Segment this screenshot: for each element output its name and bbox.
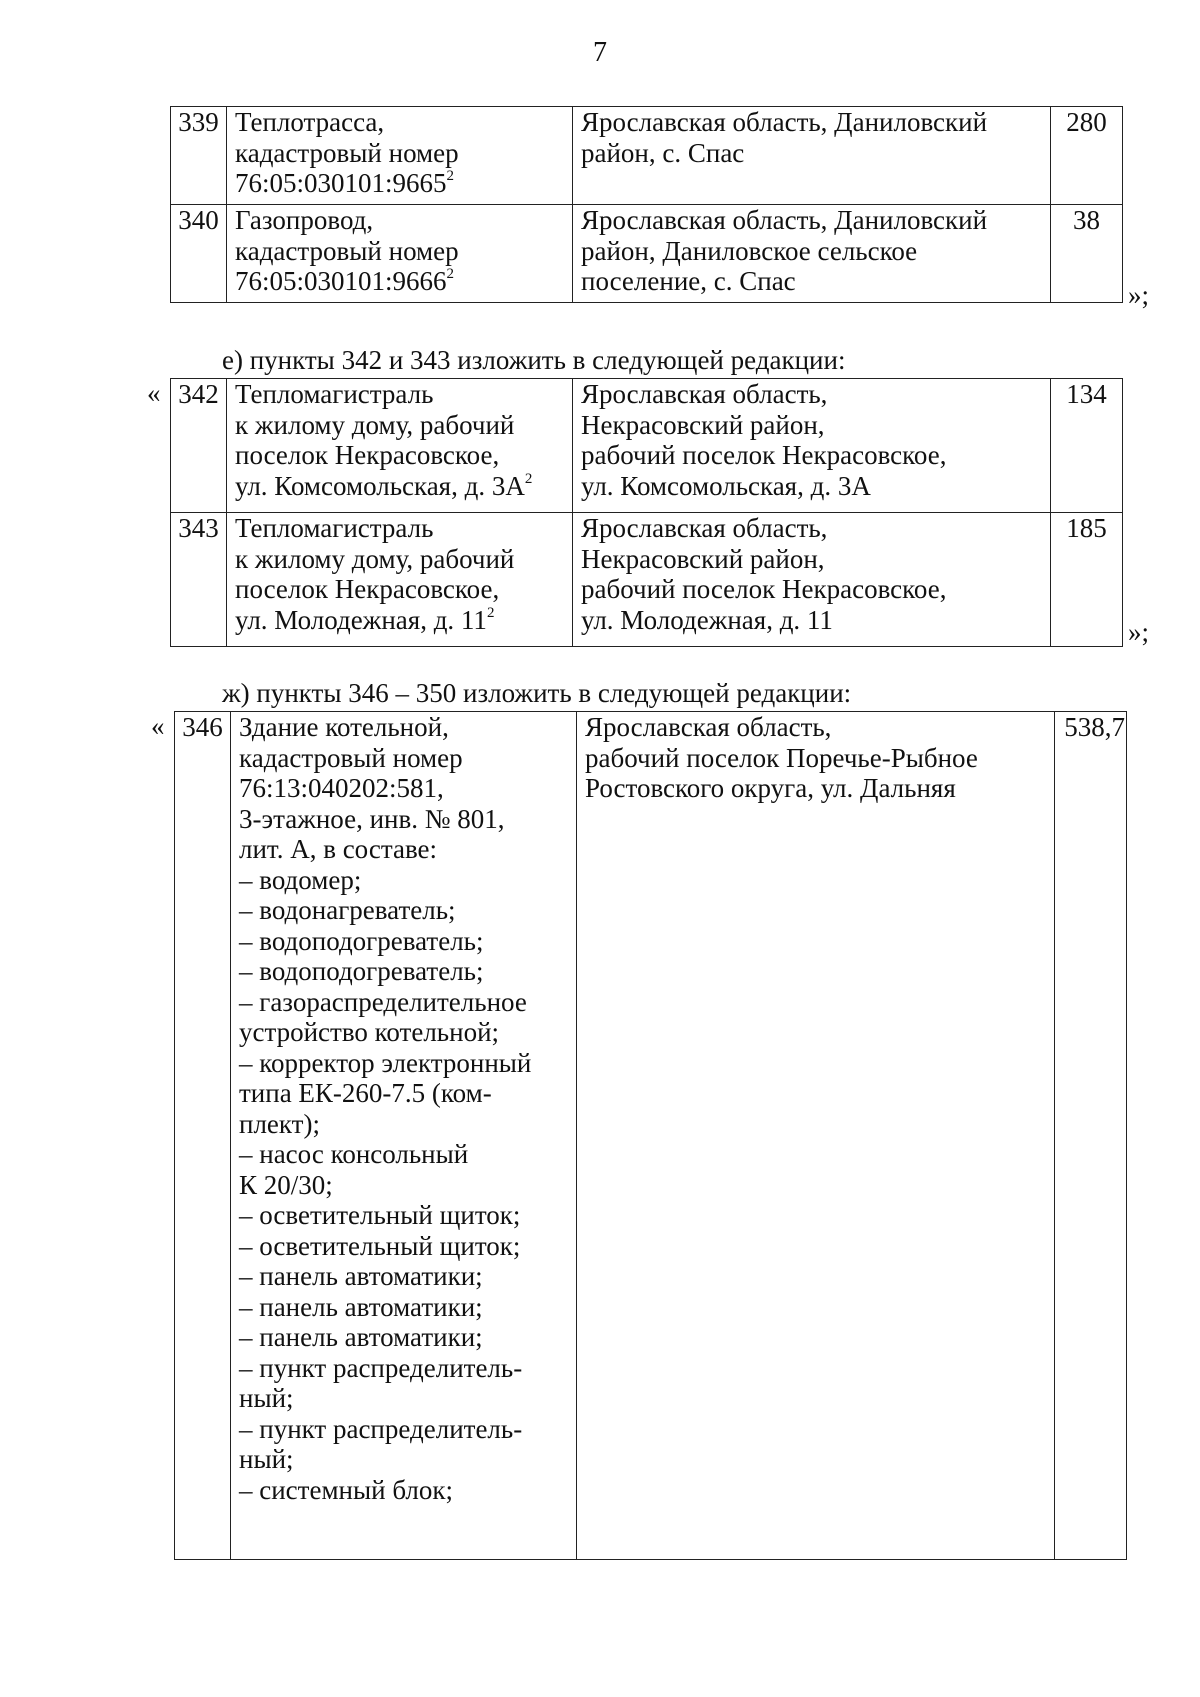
street-address: ул. Молодежная, д. 11 [235, 604, 487, 635]
name-line: кадастровый номер [235, 235, 459, 266]
street-address: ул. Комсомольская, д. 3А [235, 470, 525, 501]
component-item: – водоподогреватель; [239, 925, 484, 956]
component-item: – панель автоматики; [239, 1261, 483, 1291]
component-item: – пункт распределитель- [239, 1352, 523, 1383]
cadastral-number: 76:05:030101:9666 [235, 266, 447, 296]
footnote-mark: 2 [446, 266, 455, 282]
component-item: устройство котельной; [239, 1017, 500, 1047]
name-line: лит. А, в составе: [239, 834, 438, 864]
address-line: Некрасовский район, [581, 543, 825, 574]
component-item: – насос консольный [239, 1139, 469, 1169]
name-line: поселок Некрасовское, [235, 574, 500, 604]
row-number: 346 [175, 712, 231, 1560]
property-table-2 [170, 378, 1123, 647]
component-item: – осветительный щиток; [239, 1230, 521, 1261]
table-row [171, 107, 1123, 205]
address-line: рабочий поселок Некрасовское, [581, 440, 947, 470]
component-item: плект); [239, 1108, 320, 1139]
name-line: 3-этажное, инв. № 801, [239, 803, 505, 834]
footnote-mark: 2 [524, 470, 533, 487]
name-line: кадастровый номер [239, 742, 463, 773]
address-line: рабочий поселок Поречье-Рыбное [585, 742, 978, 773]
address-line: рабочий поселок Некрасовское, [581, 574, 947, 604]
object-area: 38 [1051, 205, 1123, 303]
closing-quote: »; [1128, 617, 1150, 647]
address-line: район, Даниловское сельское [581, 235, 918, 266]
component-item: ный; [239, 1444, 294, 1474]
component-item: – газораспределительное [239, 986, 527, 1017]
section-heading-e: е) пункты 342 и 343 изложить в следующей редакции: [222, 345, 846, 375]
object-name [227, 513, 573, 647]
name-line: Тепломагистраль [235, 379, 434, 409]
object-area: 185 [1051, 513, 1123, 647]
table-row [171, 205, 1123, 303]
object-address [573, 205, 1051, 303]
property-table-1 [170, 106, 1123, 303]
component-item: – корректор электронный [239, 1047, 532, 1078]
row-number: 339 [171, 107, 227, 205]
component-item: – панель автоматики; [239, 1322, 483, 1352]
row-number: 343 [171, 513, 227, 647]
object-address [577, 712, 1055, 1560]
component-item: – водонагреватель; [239, 895, 456, 925]
footnote-mark: 2 [446, 168, 455, 184]
object-name [231, 712, 577, 1560]
object-address [573, 513, 1051, 647]
address-line: ул. Комсомольская, д. 3А [581, 470, 871, 501]
address-line: Ярославская область, [585, 712, 832, 742]
object-name [227, 107, 573, 205]
name-line [235, 168, 566, 199]
name-line [235, 605, 566, 636]
address-line: Ростовского округа, ул. Дальняя [585, 773, 956, 803]
name-line: Газопровод, [235, 205, 374, 235]
address-line: ул. Молодежная, д. 11 [581, 604, 833, 635]
component-item: – водоподогреватель; [239, 956, 484, 986]
footnote-mark: 2 [486, 604, 495, 621]
row-number: 340 [171, 205, 227, 303]
component-item: типа ЕК-260-7.5 (ком- [239, 1078, 492, 1108]
opening-quote: « [151, 711, 165, 741]
table-row [171, 513, 1123, 647]
name-line: Здание котельной, [239, 712, 449, 742]
table-row [175, 712, 1127, 1560]
name-line: к жилому дому, рабочий [235, 543, 515, 574]
section-heading-zh: ж) пункты 346 – 350 изложить в следующей редакции: [222, 678, 852, 708]
address-line: Ярославская область, [581, 379, 828, 409]
address-line: поселение, с. Спас [581, 266, 796, 296]
address-line: Ярославская область, [581, 513, 828, 543]
name-line: поселок Некрасовское, [235, 440, 500, 470]
name-line [235, 471, 566, 502]
object-name [227, 379, 573, 513]
component-item: – пункт распределитель- [239, 1413, 523, 1444]
object-area: 538,7 [1055, 712, 1127, 1560]
component-item: ный; [239, 1383, 294, 1413]
name-line: к жилому дому, рабочий [235, 409, 515, 440]
address-line: Некрасовский район, [581, 409, 825, 440]
component-item: – системный блок; [239, 1474, 453, 1505]
object-name [227, 205, 573, 303]
name-line: 76:13:040202:581, [239, 773, 444, 803]
row-number: 342 [171, 379, 227, 513]
name-line [235, 266, 566, 297]
object-address [573, 379, 1051, 513]
opening-quote: « [147, 378, 161, 408]
cadastral-number: 76:05:030101:9665 [235, 168, 447, 198]
object-address [573, 107, 1051, 205]
address-line: район, с. Спас [581, 137, 745, 168]
closing-quote: »; [1128, 280, 1150, 310]
name-line: Теплотрасса, [235, 107, 385, 137]
name-line: кадастровый номер [235, 137, 459, 168]
address-line: Ярославская область, Даниловский [581, 107, 988, 137]
table-row [171, 379, 1123, 513]
component-item: К 20/30; [239, 1169, 333, 1200]
component-item: – осветительный щиток; [239, 1200, 521, 1230]
address-line: Ярославская область, Даниловский [581, 205, 988, 235]
page-number: 7 [593, 37, 607, 68]
object-area: 280 [1051, 107, 1123, 205]
name-line: Тепломагистраль [235, 513, 434, 543]
property-table-3 [174, 711, 1127, 1560]
object-area: 134 [1051, 379, 1123, 513]
component-item: – водомер; [239, 864, 362, 895]
component-item: – панель автоматики; [239, 1291, 483, 1322]
